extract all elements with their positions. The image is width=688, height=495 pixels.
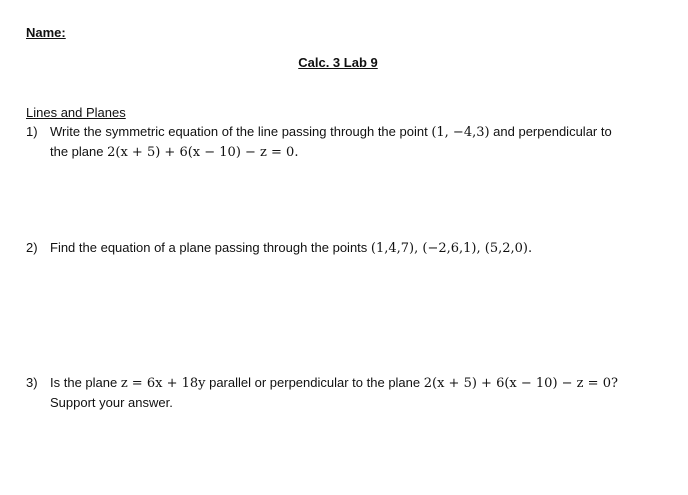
- section-title: Lines and Planes: [26, 105, 126, 120]
- question-3-text-mid: parallel or perpendicular to the plane: [205, 375, 424, 390]
- question-1-number: 1): [26, 124, 38, 139]
- question-1-point: (1, −4,3): [431, 125, 490, 140]
- question-3-text: Is the plane: [50, 375, 121, 390]
- question-1-text: Write the symmetric equation of the line passing through the point: [50, 124, 432, 139]
- question-3-line-2: Support your answer.: [50, 395, 173, 410]
- question-1-line-2: [50, 144, 298, 160]
- question-1-text-2: the plane: [50, 144, 108, 159]
- name-label: Name:: [26, 25, 66, 40]
- question-3-number: 3): [26, 375, 38, 390]
- question-1-plane: 2(x + 5) + 6(x − 10) − z = 0.: [107, 145, 299, 160]
- question-3-plane-2: 2(x + 5) + 6(x − 10) − z = 0?: [423, 376, 618, 391]
- question-2-line-1: [50, 240, 532, 256]
- question-2-text: Find the equation of a plane passing through the points: [50, 240, 371, 255]
- question-1-tail: and perpendicular to: [489, 124, 612, 139]
- question-2-points: (1,4,7), (−2,6,1), (5,2,0).: [370, 241, 533, 256]
- question-3-plane-1: z = 6x + 18y: [120, 376, 206, 391]
- document-title: Calc. 3 Lab 9: [298, 55, 378, 70]
- question-3-line-1: [50, 375, 618, 391]
- question-1-line-1: [50, 124, 612, 140]
- question-2-number: 2): [26, 240, 38, 255]
